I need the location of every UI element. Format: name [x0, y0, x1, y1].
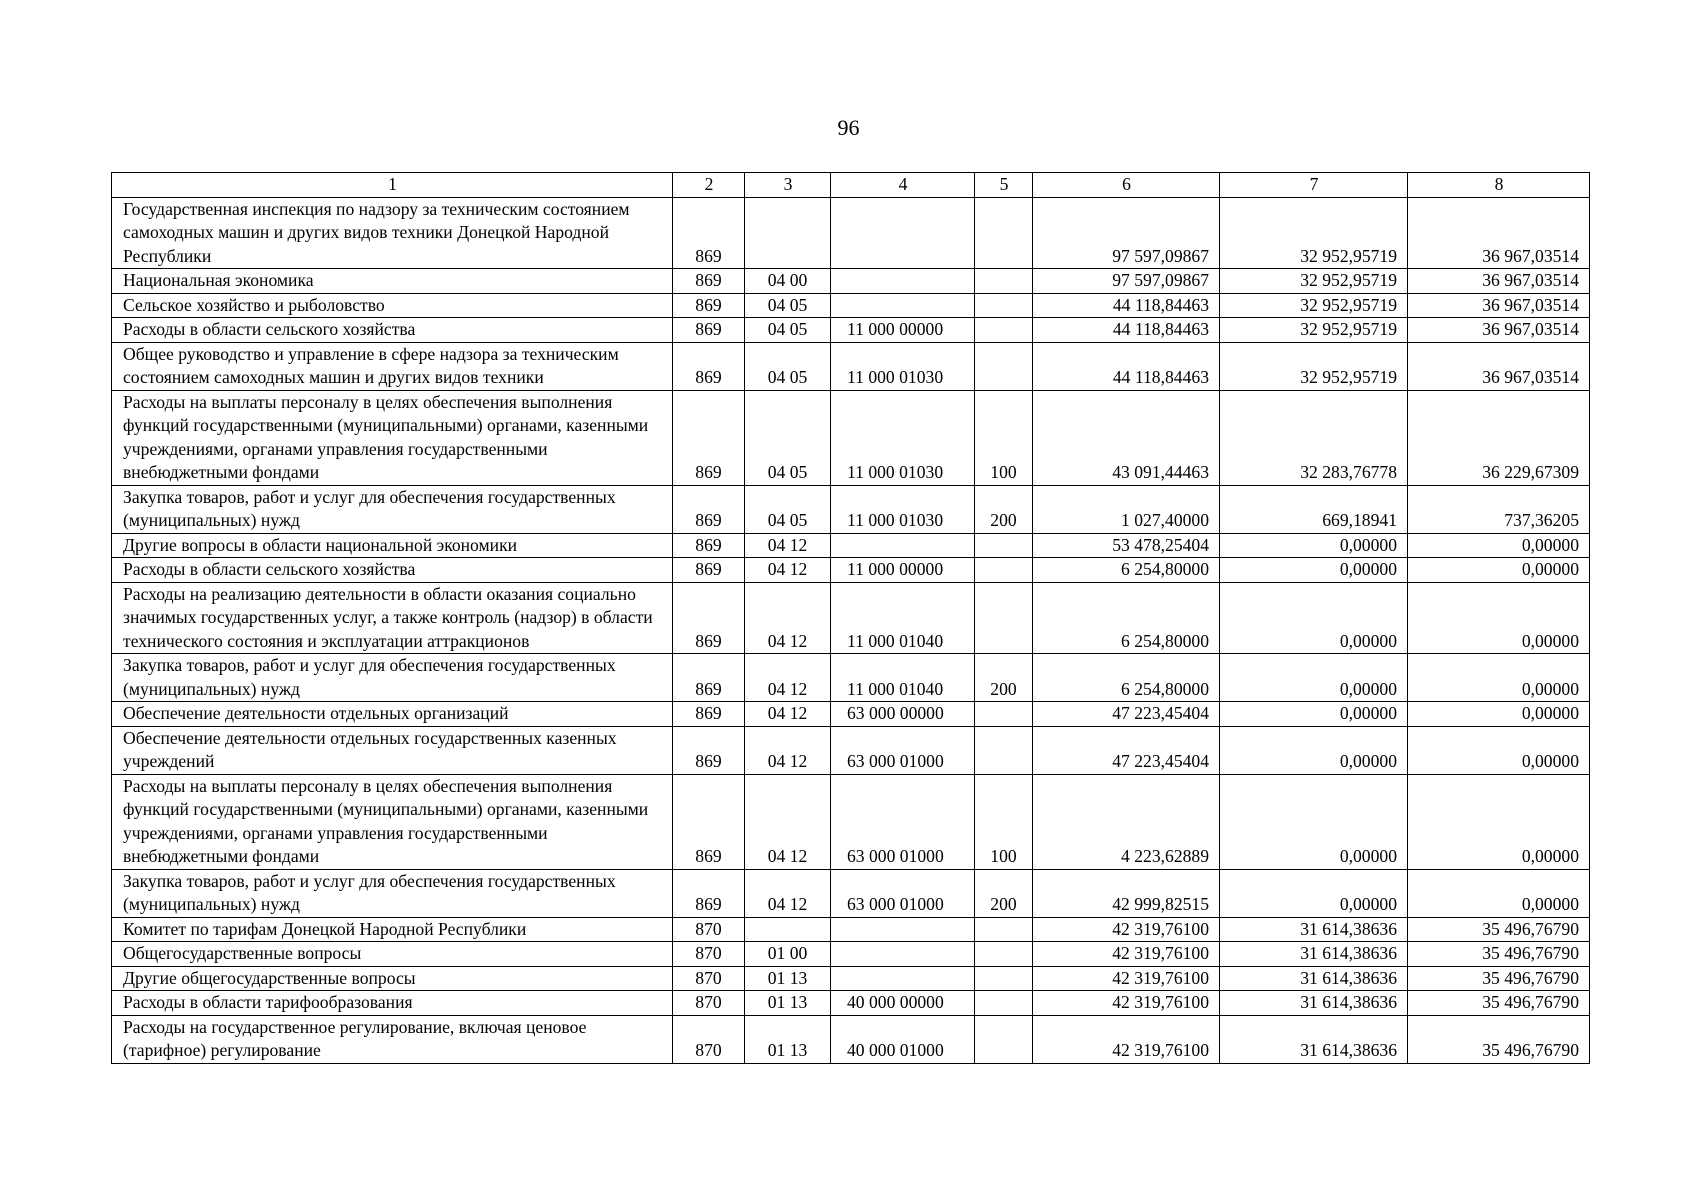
row-expense-type: [975, 726, 1033, 774]
row-expense-type: [975, 342, 1033, 390]
table-row: [112, 197, 1590, 269]
row-admin-code: 870: [673, 942, 745, 967]
row-section-code: 04 12: [745, 726, 831, 774]
row-section-code: 04 12: [745, 533, 831, 558]
row-target-article: 63 000 01000: [831, 726, 975, 774]
row-amount-7: 669,18941: [1220, 485, 1408, 533]
row-expense-type: [975, 318, 1033, 343]
row-amount-7: 32 952,95719: [1220, 318, 1408, 343]
row-amount-7: 0,00000: [1220, 702, 1408, 727]
row-section-code: 04 05: [745, 390, 831, 485]
table-row: [112, 269, 1590, 294]
row-name: Расходы на выплаты персоналу в целях обеспечения выполнения функций государственными (муниципальными) органами, казенными учреждениями, органами управления государственными внебюджетными фондами: [112, 774, 673, 869]
row-amount-7: 0,00000: [1220, 774, 1408, 869]
row-section-code: 04 05: [745, 342, 831, 390]
row-amount-7: 0,00000: [1220, 654, 1408, 702]
row-section-code: 01 13: [745, 1015, 831, 1063]
row-section-code: 04 12: [745, 582, 831, 654]
row-admin-code: 869: [673, 582, 745, 654]
row-amount-6: 53 478,25404: [1033, 533, 1220, 558]
row-amount-8: 35 496,76790: [1408, 942, 1590, 967]
page-number: 96: [837, 115, 860, 140]
row-target-article: 63 000 01000: [831, 774, 975, 869]
row-amount-7: 31 614,38636: [1220, 1015, 1408, 1063]
table-row: [112, 293, 1590, 318]
row-name: Другие общегосударственные вопросы: [112, 966, 673, 991]
row-name: Закупка товаров, работ и услуг для обеспечения государственных (муниципальных) нужд: [112, 869, 673, 917]
column-header-3: 3: [745, 173, 831, 198]
row-section-code: 04 12: [745, 558, 831, 583]
table-row: [112, 991, 1590, 1016]
table-row: [112, 654, 1590, 702]
row-name: Другие вопросы в области национальной экономики: [112, 533, 673, 558]
row-target-article: [831, 197, 975, 269]
row-name: Национальная экономика: [112, 269, 673, 294]
column-header-7: 7: [1220, 173, 1408, 198]
row-expense-type: [975, 558, 1033, 583]
row-section-code: 04 12: [745, 774, 831, 869]
row-amount-6: 43 091,44463: [1033, 390, 1220, 485]
row-expense-type: [975, 197, 1033, 269]
row-amount-6: 97 597,09867: [1033, 269, 1220, 294]
row-section-code: [745, 917, 831, 942]
row-expense-type: [975, 917, 1033, 942]
row-amount-7: 0,00000: [1220, 869, 1408, 917]
row-amount-8: 35 496,76790: [1408, 917, 1590, 942]
row-admin-code: 869: [673, 654, 745, 702]
row-name: Комитет по тарифам Донецкой Народной Республики: [112, 917, 673, 942]
row-expense-type: [975, 293, 1033, 318]
table-row: [112, 726, 1590, 774]
table-row: [112, 1015, 1590, 1063]
row-amount-7: 32 952,95719: [1220, 197, 1408, 269]
row-amount-8: 36 229,67309: [1408, 390, 1590, 485]
row-admin-code: 869: [673, 726, 745, 774]
row-amount-8: 36 967,03514: [1408, 293, 1590, 318]
row-amount-6: 42 319,76100: [1033, 942, 1220, 967]
row-amount-7: 31 614,38636: [1220, 991, 1408, 1016]
row-admin-code: 869: [673, 774, 745, 869]
row-expense-type: [975, 582, 1033, 654]
row-amount-6: 42 319,76100: [1033, 1015, 1220, 1063]
row-admin-code: 869: [673, 533, 745, 558]
row-admin-code: 869: [673, 269, 745, 294]
row-name: Расходы на выплаты персоналу в целях обеспечения выполнения функций государственными (муниципальными) органами, казенными учреждениями, органами управления государственными внебюджетными фондами: [112, 390, 673, 485]
row-amount-8: 36 967,03514: [1408, 318, 1590, 343]
row-amount-8: 0,00000: [1408, 558, 1590, 583]
table-row: [112, 582, 1590, 654]
table-row: [112, 869, 1590, 917]
row-amount-8: 0,00000: [1408, 869, 1590, 917]
row-target-article: 40 000 00000: [831, 991, 975, 1016]
row-section-code: 01 00: [745, 942, 831, 967]
row-amount-8: 0,00000: [1408, 654, 1590, 702]
row-section-code: 04 00: [745, 269, 831, 294]
row-amount-7: 0,00000: [1220, 582, 1408, 654]
row-name: Расходы в области тарифообразования: [112, 991, 673, 1016]
row-section-code: [745, 197, 831, 269]
row-amount-8: 0,00000: [1408, 582, 1590, 654]
row-name: Общее руководство и управление в сфере надзора за техническим состоянием самоходных машин и других видов техники: [112, 342, 673, 390]
row-amount-6: 47 223,45404: [1033, 726, 1220, 774]
row-expense-type: [975, 702, 1033, 727]
row-target-article: 11 000 01030: [831, 485, 975, 533]
row-section-code: 04 05: [745, 318, 831, 343]
row-target-article: [831, 293, 975, 318]
row-amount-7: 0,00000: [1220, 726, 1408, 774]
column-header-2: 2: [673, 173, 745, 198]
table-row: [112, 390, 1590, 485]
row-amount-6: 47 223,45404: [1033, 702, 1220, 727]
header-row: [112, 173, 1590, 198]
row-amount-6: 44 118,84463: [1033, 293, 1220, 318]
row-expense-type: 200: [975, 485, 1033, 533]
row-admin-code: 870: [673, 991, 745, 1016]
row-amount-6: 6 254,80000: [1033, 654, 1220, 702]
row-expense-type: [975, 533, 1033, 558]
table-row: [112, 342, 1590, 390]
row-target-article: [831, 942, 975, 967]
row-name: Расходы в области сельского хозяйства: [112, 558, 673, 583]
row-amount-6: 42 319,76100: [1033, 966, 1220, 991]
table-row: [112, 485, 1590, 533]
row-amount-8: 0,00000: [1408, 726, 1590, 774]
table-row: [112, 702, 1590, 727]
row-amount-6: 42 999,82515: [1033, 869, 1220, 917]
row-amount-7: 0,00000: [1220, 533, 1408, 558]
row-amount-8: 36 967,03514: [1408, 342, 1590, 390]
row-expense-type: 200: [975, 869, 1033, 917]
row-amount-7: 32 952,95719: [1220, 293, 1408, 318]
row-target-article: [831, 966, 975, 991]
row-section-code: 04 12: [745, 654, 831, 702]
table-row: [112, 318, 1590, 343]
row-name: Расходы на реализацию деятельности в области оказания социально значимых государственных услуг, а также контроль (надзор) в области технического состояния и эксплуатации аттракционов: [112, 582, 673, 654]
row-section-code: 04 12: [745, 702, 831, 727]
row-expense-type: [975, 1015, 1033, 1063]
table-row: [112, 533, 1590, 558]
table-row: [112, 774, 1590, 869]
row-amount-8: 0,00000: [1408, 774, 1590, 869]
row-name: Сельское хозяйство и рыболовство: [112, 293, 673, 318]
row-expense-type: [975, 942, 1033, 967]
row-name: Обеспечение деятельности отдельных организаций: [112, 702, 673, 727]
column-header-5: 5: [975, 173, 1033, 198]
row-section-code: 01 13: [745, 991, 831, 1016]
row-target-article: 11 000 00000: [831, 318, 975, 343]
row-amount-7: 0,00000: [1220, 558, 1408, 583]
row-expense-type: 100: [975, 774, 1033, 869]
row-amount-8: 0,00000: [1408, 702, 1590, 727]
table-body: [112, 197, 1590, 1063]
row-expense-type: [975, 991, 1033, 1016]
row-target-article: 11 000 00000: [831, 558, 975, 583]
column-header-4: 4: [831, 173, 975, 198]
row-amount-7: 31 614,38636: [1220, 917, 1408, 942]
row-section-code: 04 05: [745, 485, 831, 533]
row-admin-code: 869: [673, 293, 745, 318]
row-target-article: [831, 533, 975, 558]
row-name: Обеспечение деятельности отдельных государственных казенных учреждений: [112, 726, 673, 774]
column-header-8: 8: [1408, 173, 1590, 198]
row-admin-code: 869: [673, 558, 745, 583]
table-row: [112, 558, 1590, 583]
row-amount-8: 737,36205: [1408, 485, 1590, 533]
row-section-code: 04 12: [745, 869, 831, 917]
table-row: [112, 942, 1590, 967]
row-name: Расходы в области сельского хозяйства: [112, 318, 673, 343]
row-name: Закупка товаров, работ и услуг для обеспечения государственных (муниципальных) нужд: [112, 654, 673, 702]
table-row: [112, 917, 1590, 942]
row-admin-code: 869: [673, 197, 745, 269]
row-amount-8: 35 496,76790: [1408, 1015, 1590, 1063]
column-header-1: 1: [112, 173, 673, 198]
row-expense-type: [975, 966, 1033, 991]
row-section-code: 04 05: [745, 293, 831, 318]
row-amount-6: 1 027,40000: [1033, 485, 1220, 533]
row-amount-6: 44 118,84463: [1033, 318, 1220, 343]
row-amount-7: 31 614,38636: [1220, 942, 1408, 967]
row-target-article: 40 000 01000: [831, 1015, 975, 1063]
table-row: [112, 966, 1590, 991]
row-admin-code: 869: [673, 485, 745, 533]
row-name: Государственная инспекция по надзору за техническим состоянием самоходных машин и других видов техники Донецкой Народной Республики: [112, 197, 673, 269]
row-expense-type: 200: [975, 654, 1033, 702]
row-admin-code: 869: [673, 318, 745, 343]
row-expense-type: [975, 269, 1033, 294]
row-amount-6: 4 223,62889: [1033, 774, 1220, 869]
budget-table: [111, 172, 1590, 1064]
column-header-6: 6: [1033, 173, 1220, 198]
row-amount-8: 36 967,03514: [1408, 197, 1590, 269]
row-amount-6: 6 254,80000: [1033, 558, 1220, 583]
row-target-article: 11 000 01030: [831, 342, 975, 390]
row-expense-type: 100: [975, 390, 1033, 485]
row-target-article: 63 000 00000: [831, 702, 975, 727]
row-amount-6: 97 597,09867: [1033, 197, 1220, 269]
row-admin-code: 870: [673, 1015, 745, 1063]
row-amount-7: 32 283,76778: [1220, 390, 1408, 485]
row-amount-6: 44 118,84463: [1033, 342, 1220, 390]
row-target-article: 63 000 01000: [831, 869, 975, 917]
row-amount-6: 6 254,80000: [1033, 582, 1220, 654]
row-section-code: 01 13: [745, 966, 831, 991]
row-admin-code: 869: [673, 390, 745, 485]
row-admin-code: 869: [673, 702, 745, 727]
row-amount-7: 32 952,95719: [1220, 269, 1408, 294]
row-amount-7: 32 952,95719: [1220, 342, 1408, 390]
row-target-article: [831, 917, 975, 942]
row-amount-8: 36 967,03514: [1408, 269, 1590, 294]
row-admin-code: 870: [673, 966, 745, 991]
row-amount-8: 35 496,76790: [1408, 991, 1590, 1016]
row-target-article: 11 000 01040: [831, 582, 975, 654]
row-name: Общегосударственные вопросы: [112, 942, 673, 967]
row-admin-code: 869: [673, 342, 745, 390]
row-name: Расходы на государственное регулирование, включая ценовое (тарифное) регулирование: [112, 1015, 673, 1063]
row-amount-8: 35 496,76790: [1408, 966, 1590, 991]
row-target-article: 11 000 01040: [831, 654, 975, 702]
row-amount-7: 31 614,38636: [1220, 966, 1408, 991]
row-amount-8: 0,00000: [1408, 533, 1590, 558]
row-admin-code: 870: [673, 917, 745, 942]
row-target-article: [831, 269, 975, 294]
row-amount-6: 42 319,76100: [1033, 917, 1220, 942]
row-target-article: 11 000 01030: [831, 390, 975, 485]
row-admin-code: 869: [673, 869, 745, 917]
row-amount-6: 42 319,76100: [1033, 991, 1220, 1016]
table-header: [112, 173, 1590, 198]
row-name: Закупка товаров, работ и услуг для обеспечения государственных (муниципальных) нужд: [112, 485, 673, 533]
